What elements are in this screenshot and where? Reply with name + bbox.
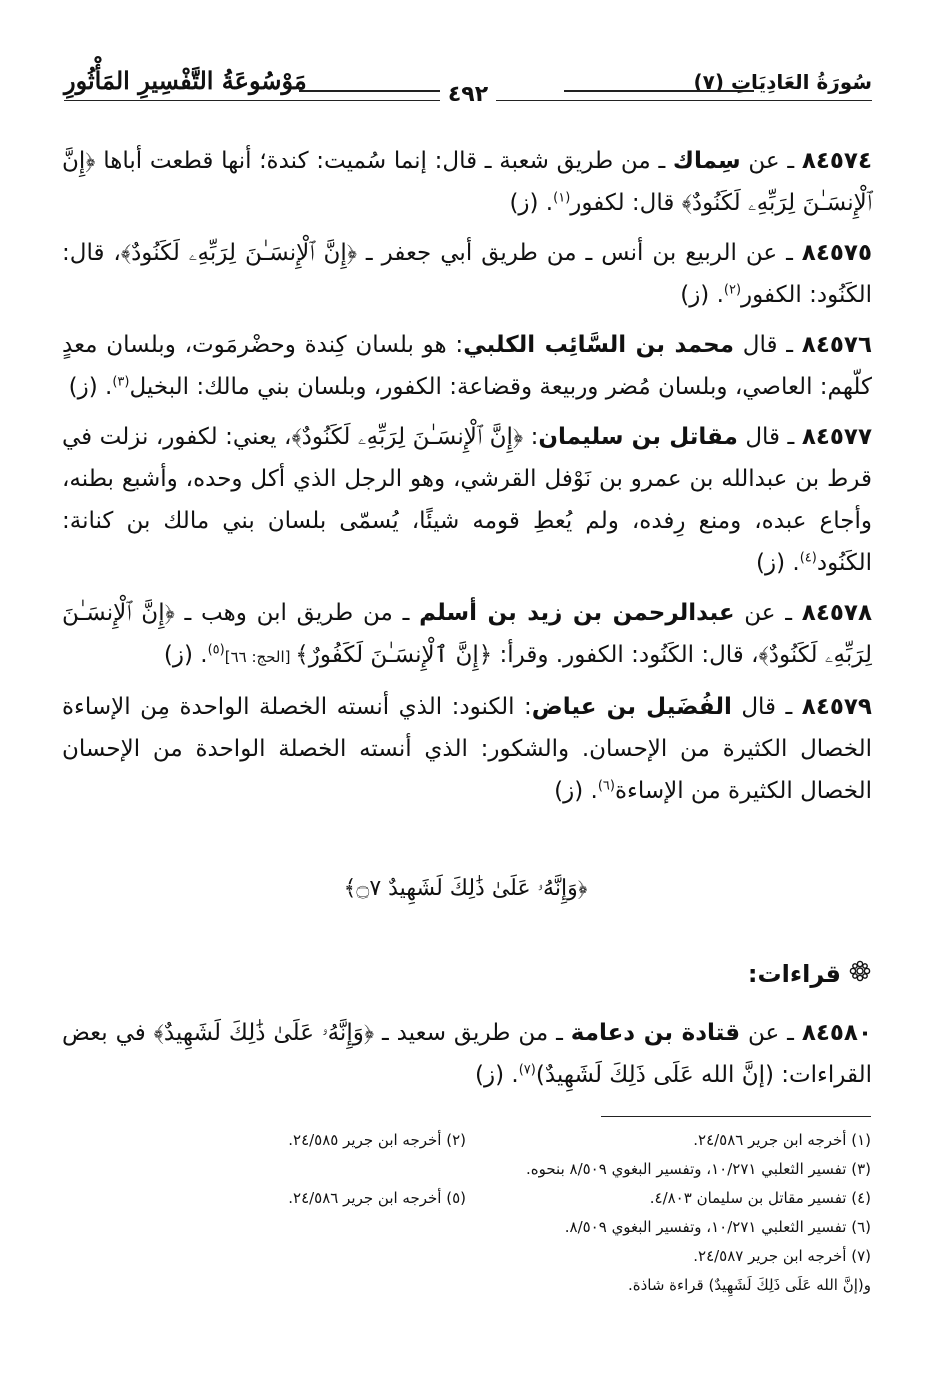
footnote-row (61, 1213, 871, 1242)
entry-84580 (62, 1012, 872, 1096)
entry-suffix: . (ز) (68, 374, 113, 400)
footnote-marker[interactable]: (٦) (597, 778, 615, 794)
footnote-5: (٥) أخرجه ابن جرير ٢٤/٥٨٦. (288, 1189, 466, 1207)
narrator-name: محمد بن السَّائِب الكلبي (463, 332, 734, 358)
entry-suffix: . (ز) (163, 642, 208, 668)
footnote-8: و(إنَّ الله عَلَى ذَلِكَ لَشَهِيدٌ) قراءة شاذة. (627, 1276, 871, 1294)
footnote-marker[interactable]: (٢) (723, 282, 742, 298)
quran-quote: ﴿إِنَّ ٱلْإِنسَـٰنَ لِرَبِّهِۦ لَكَنُودٌ﴾ (62, 600, 872, 668)
entry-suffix: . (ز) (554, 778, 598, 804)
footnote-marker[interactable]: (٧) (518, 1062, 536, 1078)
qiraat-text (62, 1012, 872, 1104)
footnote-2: (٢) أخرجه ابن جرير ٢٤/٥٨٥. (288, 1131, 466, 1149)
entry-suffix: . (ز) (475, 1062, 519, 1088)
narrator-name: الفُضَيل بن عياض (531, 694, 732, 720)
entry-number: ٨٤٥٧٧ (801, 424, 873, 450)
quran-quote: ﴿وَإِنَّهُۥ عَلَىٰ ذَٰلِكَ لَشَهِيدٌ﴾ (153, 1020, 375, 1046)
entry-84576 (62, 324, 872, 408)
footnote-marker[interactable]: (٣) (112, 374, 130, 390)
footnotes (61, 1126, 871, 1300)
entry-text: ، قال: الكَنُود: الكفور. وقرأ: (492, 642, 759, 668)
footnote-marker[interactable]: (١) (553, 190, 571, 206)
entry-number: ٨٤٥٧٩ (801, 694, 872, 720)
entry-84574 (62, 140, 872, 224)
narrator-name: قتادة بن دعامة (570, 1020, 741, 1046)
entry-number: ٨٤٥٧٥ (801, 240, 872, 266)
narrator-name: عبدالرحمن بن زيد بن أسلم (419, 600, 735, 626)
page-number-wrap (64, 82, 872, 107)
entry-number: ٨٤٥٧٨ (801, 600, 872, 626)
entry-suffix: . (ز) (680, 282, 724, 308)
entry-text: ـ عن (740, 1020, 802, 1046)
entry-84575 (62, 232, 872, 316)
entry-number: ٨٤٥٧٤ (801, 148, 873, 174)
verse-heading: ﴿وَإِنَّهُۥ عَلَىٰ ذَٰلِكَ لَشَهِيدٌ ۝٧﴾ (343, 876, 588, 901)
entry-text: ـ من طريق ابن وهب ـ (174, 600, 420, 626)
page-header (64, 56, 872, 110)
entry-text: ـ قال (733, 332, 802, 358)
entry-text: ـ من طريق سعيد ـ (374, 1020, 571, 1046)
footnote-row (61, 1184, 871, 1213)
entry-84578 (62, 592, 872, 678)
footnote-1: (١) أخرجه ابن جرير ٢٤/٥٨٦. (693, 1131, 871, 1149)
entry-text: ـ عن (740, 148, 802, 174)
footnote-6: (٦) تفسير الثعلبي ١٠/٢٧١، وتفسير البغوي ٨/٥٠٩. (564, 1218, 871, 1236)
book-title: مَوْسُوعَةُ التَّفْسِيرِ المَأْثُورِ (64, 66, 307, 95)
surah-reference: [الحج: ٦٦] (224, 648, 296, 666)
main-text (62, 140, 872, 820)
flower-ornament-icon (849, 960, 871, 988)
entry-84577 (62, 416, 872, 584)
page-number: ٤٩٢ (440, 82, 496, 107)
entry-number: ٨٤٥٧٦ (801, 332, 872, 358)
footnote-4: (٤) تفسير مقاتل بن سليمان ٤/٨٠٣. (649, 1189, 871, 1207)
entry-text: ـ قال (731, 694, 802, 720)
quran-quote: ﴿إِنَّ ٱلْإِنسَـٰنَ لَكَفُورٌ﴾ (295, 642, 493, 668)
narrator-name: سِماك (672, 148, 741, 174)
entry-text: في بعض القراءات: (إنَّ الله عَلَى ذَلِكَ لَشَهِيدٌ) (62, 1020, 872, 1088)
entry-text: ، قال: الكَنُود: الكفور (62, 240, 872, 308)
section-title: قراءات: (747, 960, 841, 988)
footnote-marker[interactable]: (٥) (207, 642, 225, 658)
footnote-rule (601, 1116, 871, 1117)
entry-text: ، يعني: لكفور، نزلت في قرط بن عبدالله بن عمرو بن نَوْفل القرشي، وهو الرجل الذي أكل وحده، وأشبع بطنه، وأجاع عبده، ومنع رِفده، ولم يُعطِ قومه شيئًا، يُسمّى بلسان بني مالك بن كنانة: الكَنُود (62, 424, 872, 576)
entry-text: ـ من طريق شعبة ـ قال: إنما سُميت: كندة؛ أنها قطعت أباها (95, 148, 673, 174)
footnote-7: (٧) أخرجه ابن جرير ٢٤/٥٨٧. (693, 1247, 871, 1265)
section-heading (748, 960, 871, 988)
entry-84579 (62, 686, 872, 812)
footnote-row (61, 1126, 871, 1155)
footnote-3: (٣) تفسير الثعلبي ١٠/٢٧١، وتفسير البغوي ٨/٥٠٩ بنحوه. (525, 1160, 871, 1178)
entry-text: ـ قال (737, 424, 802, 450)
quran-quote: ﴿إِنَّ ٱلْإِنسَـٰنَ لِرَبِّهِۦ لَكَنُودٌ﴾ (62, 148, 872, 216)
footnote-marker[interactable]: (٤) (799, 550, 817, 566)
entry-text: ـ عن (734, 600, 802, 626)
quran-quote: ﴿إِنَّ ٱلْإِنسَـٰنَ لِرَبِّهِۦ لَكَنُودٌ﴾ (291, 424, 524, 450)
entry-text: قال: لكفور (570, 190, 682, 216)
footnote-row (61, 1242, 871, 1271)
narrator-name: مقاتل بن سليمان (538, 424, 738, 450)
entry-text: ـ عن الربيع بن أنس ـ من طريق أبي جعفر ـ (356, 240, 802, 266)
entry-text: : هو بلسان كِندة وحضْرمَوت، وبلسان معدٍ كلّهم: العاصي، وبلسان مُضر وربيعة وقضاعة: الكفور، وبلسان بني مالك: البخيل (62, 332, 872, 400)
quran-quote: ﴿إِنَّ ٱلْإِنسَـٰنَ لِرَبِّهِۦ لَكَنُودٌ﴾ (120, 240, 357, 266)
entry-suffix: . (ز) (509, 190, 554, 216)
surah-title: سُورَةُ العَادِيَاتِ (٧) (693, 70, 872, 94)
entry-text: : (523, 424, 539, 450)
entry-number: ٨٤٥٨٠ (801, 1020, 873, 1046)
footnote-row (61, 1271, 871, 1300)
entry-suffix: . (ز) (756, 550, 800, 576)
entry-text: : الكنود: الذي أنسته الخصلة الواحدة مِن الإساءة الخصال الكثيرة من الإحسان. والشكور: الذي أنسته الخصلة الواحدة من الإحسان الخصال الكثيرة من الإساءة (62, 694, 872, 804)
footnote-row (61, 1155, 871, 1184)
